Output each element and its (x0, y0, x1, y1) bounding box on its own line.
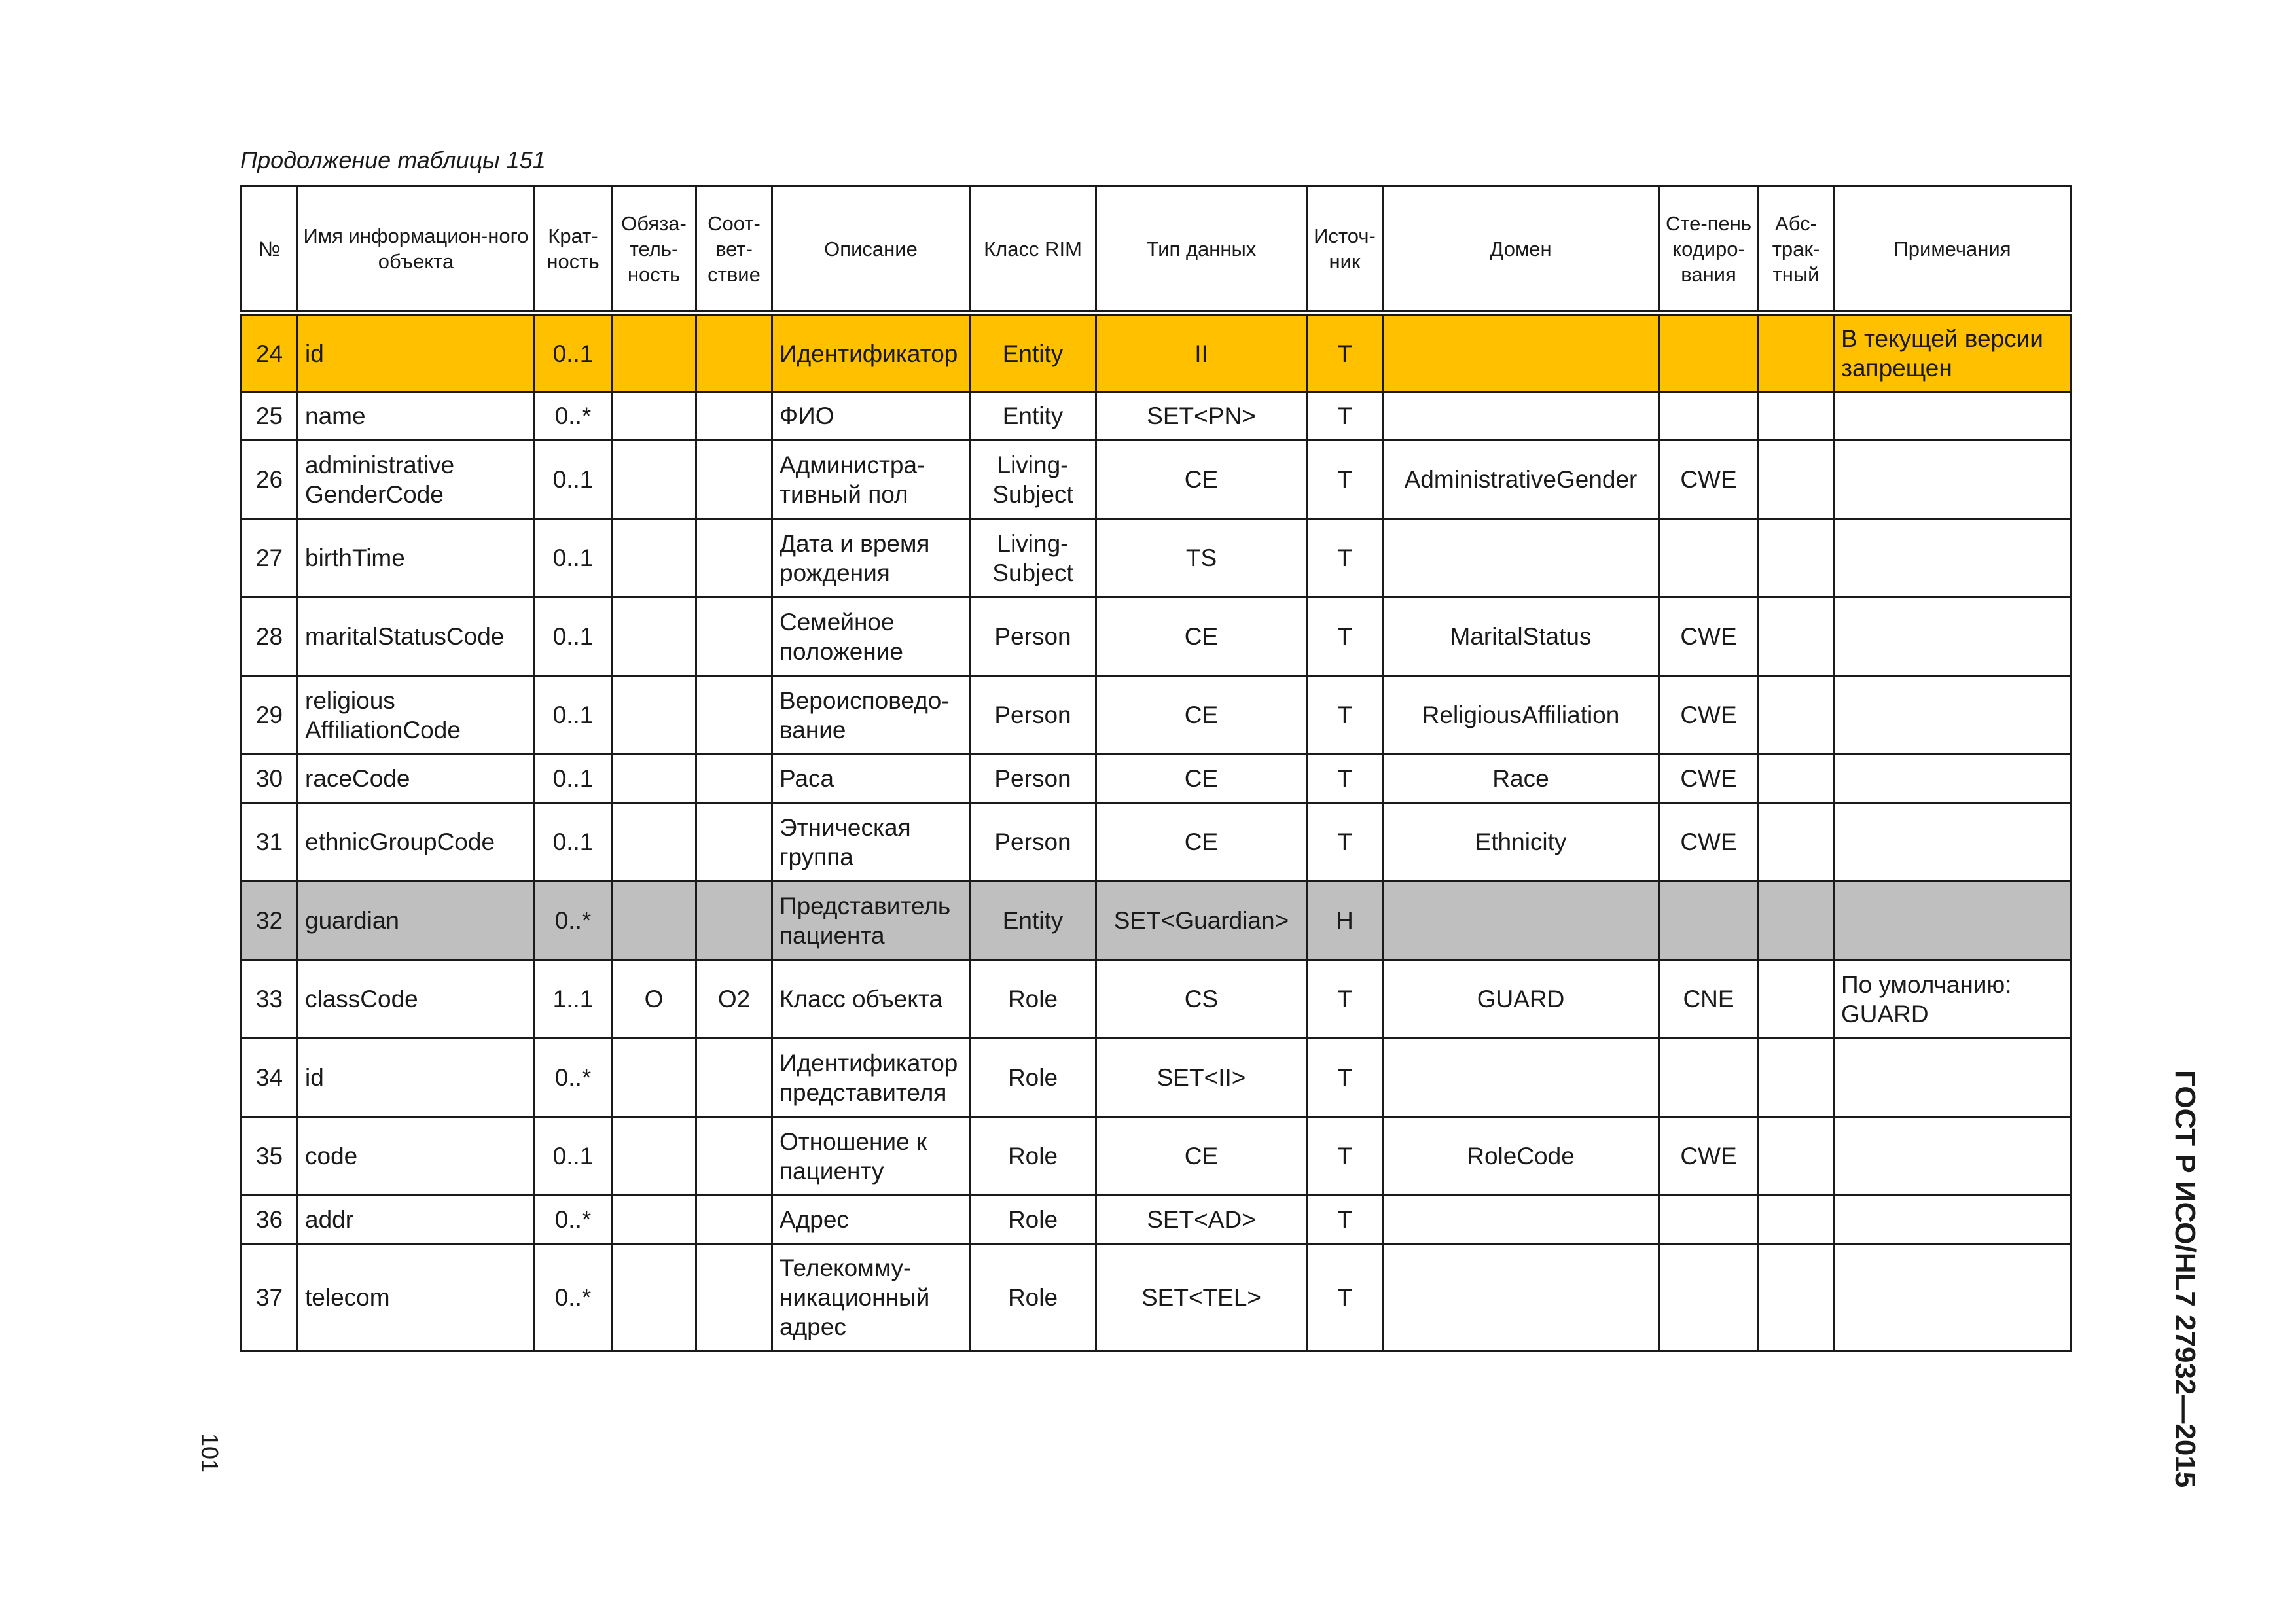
table-cell: 0..1 (535, 755, 612, 803)
table-cell (1759, 803, 1834, 882)
table-cell (612, 1196, 696, 1244)
table-cell (696, 676, 772, 755)
table-cell (612, 882, 696, 960)
table-cell: Person (970, 676, 1096, 755)
header-cell: Домен (1383, 187, 1659, 313)
table-cell: Идентификатор представителя (772, 1039, 970, 1117)
table-row (242, 313, 2072, 392)
header-cell: Описание (772, 187, 970, 313)
table-cell (612, 597, 696, 676)
table-cell: T (1307, 676, 1383, 755)
table-cell (696, 1244, 772, 1351)
table-cell: TS (1096, 519, 1307, 597)
table-cell: CWE (1659, 803, 1759, 882)
table-cell: 0..1 (535, 313, 612, 392)
table-cell: T (1307, 313, 1383, 392)
table-cell: 0..1 (535, 803, 612, 882)
page-number-text: 101 (196, 1433, 223, 1473)
table-cell (612, 1039, 696, 1117)
table-cell: id (298, 1039, 535, 1117)
table-cell: 0..1 (535, 597, 612, 676)
table-cell: CE (1096, 676, 1307, 755)
table-cell: Entity (970, 313, 1096, 392)
table-cell: Role (970, 1196, 1096, 1244)
table-cell (612, 519, 696, 597)
table-cell (1383, 392, 1659, 440)
document-side-title (2165, 1070, 2204, 1488)
table-caption: Продолжение таблицы 151 (240, 147, 546, 173)
table-cell (1759, 1039, 1834, 1117)
table-cell: II (1096, 313, 1307, 392)
table-cell (1759, 1196, 1834, 1244)
table-cell: 37 (242, 1244, 298, 1351)
table-cell (1759, 755, 1834, 803)
table-cell: T (1307, 597, 1383, 676)
table-cell (1659, 882, 1759, 960)
table-body (242, 313, 2072, 1351)
table-cell: Ethnicity (1383, 803, 1659, 882)
table-row (242, 440, 2072, 519)
table-cell: Role (970, 1117, 1096, 1196)
table-cell: guardian (298, 882, 535, 960)
table-cell (696, 1117, 772, 1196)
header-cell: Сте-пень кодиро-вания (1659, 187, 1759, 313)
table-cell: T (1307, 392, 1383, 440)
table-cell: RoleCode (1383, 1117, 1659, 1196)
table-cell: 32 (242, 882, 298, 960)
table-cell: maritalStatusCode (298, 597, 535, 676)
table-cell: 0..1 (535, 1117, 612, 1196)
table-cell: CNE (1659, 960, 1759, 1039)
table-cell: 0..* (535, 882, 612, 960)
table-cell (696, 392, 772, 440)
table-cell: ethnicGroupCode (298, 803, 535, 882)
table-cell: Living-Subject (970, 519, 1096, 597)
table-cell (1834, 755, 2072, 803)
table-cell: CS (1096, 960, 1307, 1039)
table-cell: 36 (242, 1196, 298, 1244)
header-cell: Крат-ность (535, 187, 612, 313)
table-cell: Класс объекта (772, 960, 970, 1039)
table-cell: 29 (242, 676, 298, 755)
table-cell: birthTime (298, 519, 535, 597)
table-cell (612, 313, 696, 392)
table-cell: Entity (970, 392, 1096, 440)
table-cell: id (298, 313, 535, 392)
table-cell: Living-Subject (970, 440, 1096, 519)
table-cell: T (1307, 1196, 1383, 1244)
table-cell: raceCode (298, 755, 535, 803)
table-cell (1759, 392, 1834, 440)
table-cell (696, 1039, 772, 1117)
table-cell: Person (970, 803, 1096, 882)
table-row (242, 755, 2072, 803)
table-cell (696, 313, 772, 392)
table-row (242, 1196, 2072, 1244)
table-cell: Раса (772, 755, 970, 803)
table-cell (1834, 1117, 2072, 1196)
table-cell (1834, 392, 2072, 440)
table-cell (612, 755, 696, 803)
table-cell: Role (970, 960, 1096, 1039)
table-cell (1759, 597, 1834, 676)
table-cell (1834, 803, 2072, 882)
table-cell: O (612, 960, 696, 1039)
header-cell: Источ-ник (1307, 187, 1383, 313)
table-cell: 26 (242, 440, 298, 519)
header-cell: Тип данных (1096, 187, 1307, 313)
table-cell: CWE (1659, 755, 1759, 803)
table-cell: 0..1 (535, 519, 612, 597)
table-cell: 0..* (535, 1196, 612, 1244)
table-cell (1759, 882, 1834, 960)
table-cell (1383, 313, 1659, 392)
table-cell (696, 519, 772, 597)
table-cell: 0..1 (535, 676, 612, 755)
table-row (242, 882, 2072, 960)
table-cell: 27 (242, 519, 298, 597)
table-cell: Entity (970, 882, 1096, 960)
table-row (242, 519, 2072, 597)
header-cell: Имя информацион-ного объекта (298, 187, 535, 313)
table-cell: 0..* (535, 1039, 612, 1117)
table-cell (1834, 882, 2072, 960)
table-cell: Вероисповедо-вание (772, 676, 970, 755)
table-cell (696, 803, 772, 882)
data-table (240, 185, 2072, 1352)
table-cell: CE (1096, 803, 1307, 882)
table-cell (696, 755, 772, 803)
table-cell: В текущей версии запрещен (1834, 313, 2072, 392)
table-cell: Телекомму-никационный адрес (772, 1244, 970, 1351)
table-cell: T (1307, 1039, 1383, 1117)
table-cell (696, 597, 772, 676)
table-cell (696, 1196, 772, 1244)
table-cell: Role (970, 1039, 1096, 1117)
table-cell (1383, 882, 1659, 960)
table-cell (1659, 1244, 1759, 1351)
table-cell (1383, 1196, 1659, 1244)
table-row (242, 960, 2072, 1039)
header-cell: Обяза-тель-ность (612, 187, 696, 313)
table-cell: По умолчанию: GUARD (1834, 960, 2072, 1039)
table-cell: T (1307, 1244, 1383, 1351)
document-code: ГОСТ Р ИСО/HL7 27932—2015 (2169, 1070, 2201, 1488)
table-cell (1659, 313, 1759, 392)
table-cell: telecom (298, 1244, 535, 1351)
table-cell (612, 440, 696, 519)
table-cell (1383, 1244, 1659, 1351)
table-cell (1834, 1196, 2072, 1244)
header-cell: Класс RIM (970, 187, 1096, 313)
table-cell: 35 (242, 1117, 298, 1196)
table-cell: CE (1096, 440, 1307, 519)
table-cell: CWE (1659, 1117, 1759, 1196)
table-cell: T (1307, 755, 1383, 803)
table-cell: 24 (242, 313, 298, 392)
table-cell (612, 1117, 696, 1196)
table-cell (1659, 392, 1759, 440)
table-cell: ReligiousAffiliation (1383, 676, 1659, 755)
table-cell: CWE (1659, 597, 1759, 676)
table-cell (1834, 519, 2072, 597)
table-cell (1759, 1244, 1834, 1351)
table-row (242, 1117, 2072, 1196)
table-cell (1383, 519, 1659, 597)
table-cell: 28 (242, 597, 298, 676)
table-cell: SET<II> (1096, 1039, 1307, 1117)
table-cell: CE (1096, 597, 1307, 676)
table-cell (696, 882, 772, 960)
table-cell: T (1307, 960, 1383, 1039)
table-cell: Администра-тивный пол (772, 440, 970, 519)
table-row (242, 803, 2072, 882)
table-row (242, 1039, 2072, 1117)
table-cell (696, 440, 772, 519)
table-cell (612, 676, 696, 755)
table-cell: SET<PN> (1096, 392, 1307, 440)
table-cell (1383, 1039, 1659, 1117)
table-header-row (242, 187, 2072, 313)
table-cell: GUARD (1383, 960, 1659, 1039)
table-cell: 33 (242, 960, 298, 1039)
table-cell (1759, 676, 1834, 755)
table-row (242, 676, 2072, 755)
table-cell: Отношение к пациенту (772, 1117, 970, 1196)
table-cell (1759, 313, 1834, 392)
table-cell (612, 803, 696, 882)
table-cell: T (1307, 803, 1383, 882)
table-cell: Идентификатор (772, 313, 970, 392)
table-cell: Person (970, 755, 1096, 803)
table-cell: CE (1096, 755, 1307, 803)
table-row (242, 597, 2072, 676)
table-cell: Person (970, 597, 1096, 676)
page-number (193, 1433, 226, 1486)
table-cell: T (1307, 1117, 1383, 1196)
table-cell: SET<AD> (1096, 1196, 1307, 1244)
table-cell: 25 (242, 392, 298, 440)
table-cell (1759, 1117, 1834, 1196)
table-row (242, 1244, 2072, 1351)
table-cell (1659, 519, 1759, 597)
table-cell: code (298, 1117, 535, 1196)
table-cell: AdministrativeGender (1383, 440, 1659, 519)
table-cell: Представитель пациента (772, 882, 970, 960)
table-cell (612, 392, 696, 440)
table-cell: O2 (696, 960, 772, 1039)
table-cell: Role (970, 1244, 1096, 1351)
table-cell: CE (1096, 1117, 1307, 1196)
table-cell: religious AffiliationCode (298, 676, 535, 755)
table-cell (1759, 440, 1834, 519)
table-cell (1834, 597, 2072, 676)
table-cell: ФИО (772, 392, 970, 440)
table-cell: 0..* (535, 1244, 612, 1351)
table-cell: 0..1 (535, 440, 612, 519)
table-cell (1834, 1039, 2072, 1117)
header-cell: Примечания (1834, 187, 2072, 313)
table-cell (1759, 519, 1834, 597)
table-cell: administrative GenderCode (298, 440, 535, 519)
header-cell: № (242, 187, 298, 313)
table-cell: Race (1383, 755, 1659, 803)
table-cell: 31 (242, 803, 298, 882)
table-cell: MaritalStatus (1383, 597, 1659, 676)
table-cell: Адрес (772, 1196, 970, 1244)
table-cell: Семейное положение (772, 597, 970, 676)
table-cell (612, 1244, 696, 1351)
table-cell (1834, 440, 2072, 519)
table-cell (1659, 1196, 1759, 1244)
table-row (242, 392, 2072, 440)
table-cell: CWE (1659, 440, 1759, 519)
table-cell: SET<TEL> (1096, 1244, 1307, 1351)
table-cell: name (298, 392, 535, 440)
table-cell: Дата и время рождения (772, 519, 970, 597)
table-cell (1834, 676, 2072, 755)
table-cell: 0..* (535, 392, 612, 440)
table-cell: 30 (242, 755, 298, 803)
table-cell: 34 (242, 1039, 298, 1117)
header-cell: Соот-вет-ствие (696, 187, 772, 313)
table-cell: addr (298, 1196, 535, 1244)
table-cell: Этническая группа (772, 803, 970, 882)
table-cell: classCode (298, 960, 535, 1039)
table-cell (1834, 1244, 2072, 1351)
table-cell (1659, 1039, 1759, 1117)
table-cell: 1..1 (535, 960, 612, 1039)
table-cell: H (1307, 882, 1383, 960)
header-cell: Абс-трак-тный (1759, 187, 1834, 313)
table-cell: SET<Guardian> (1096, 882, 1307, 960)
table-cell: T (1307, 440, 1383, 519)
table-cell: T (1307, 519, 1383, 597)
table-cell (1759, 960, 1834, 1039)
table-cell: CWE (1659, 676, 1759, 755)
